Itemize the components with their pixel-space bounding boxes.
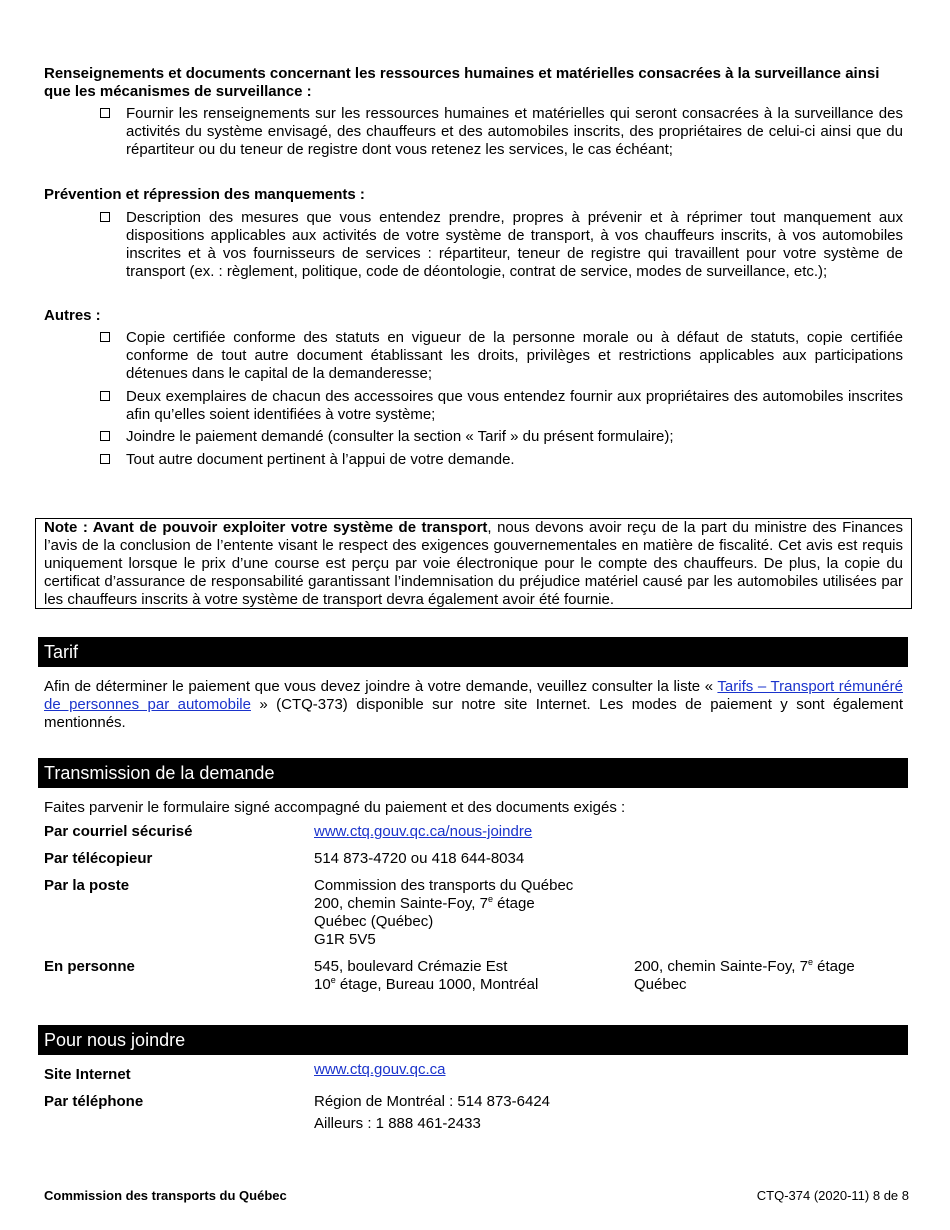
autres-heading: Autres : bbox=[44, 307, 101, 324]
footer-form-id: CTQ-374 (2020-11) 8 de 8 bbox=[756, 1188, 909, 1203]
surveillance-heading: Renseignements et documents concernant les ressources humaines et matérielles consacrées à la surveillance ainsi que les mécanismes de surveillance : bbox=[44, 65, 880, 100]
tarif-link[interactable]: Tarifs – Transport rémunéré de personnes par automobile bbox=[44, 678, 903, 713]
note-bold: Note : Avant de pouvoir exploiter votre système de transport bbox=[44, 519, 488, 536]
quebec-line-1: 200, chemin Sainte-Foy, 7e étage bbox=[634, 957, 855, 975]
checkbox-autres-4[interactable] bbox=[100, 454, 110, 464]
checkbox-autres-3[interactable] bbox=[100, 431, 110, 441]
courriel-link[interactable]: www.ctq.gouv.qc.ca/nous-joindre bbox=[314, 823, 533, 840]
footer-organization: Commission des transports du Québec bbox=[44, 1188, 287, 1203]
tel-line-1: Région de Montréal : 514 873-6424 bbox=[314, 1093, 551, 1110]
tarif-paragraph bbox=[44, 678, 903, 732]
personne-label: En personne bbox=[44, 958, 135, 975]
transmission-intro: Faites parvenir le formulaire signé accompagné du paiement et des documents exigés : bbox=[44, 799, 626, 816]
poste-line-1: Commission des transports du Québec bbox=[314, 877, 574, 894]
poste-address bbox=[314, 877, 573, 949]
tel-line-2: Ailleurs : 1 888 461-2433 bbox=[314, 1115, 481, 1132]
autres-item-2: Deux exemplaires de chacun des accessoires que vous entendez fournir aux propriétaires des automobiles inscrites afin qu’elles soient identifiées à votre système; bbox=[126, 388, 903, 423]
fax-value: 514 873-4720 ou 418 644-8034 bbox=[314, 850, 525, 867]
poste-line-4: G1R 5V5 bbox=[314, 931, 376, 948]
autres-item-3: Joindre le paiement demandé (consulter la section « Tarif » du présent formulaire); bbox=[126, 428, 674, 445]
tarif-text-after: » (CTQ-373) disponible sur notre site Internet. Les modes de paiement y sont également mentionnés. bbox=[44, 696, 903, 731]
montreal-line-1: 545, boulevard Crémazie Est bbox=[314, 958, 508, 975]
montreal-line-2: 10e étage, Bureau 1000, Montréal bbox=[314, 975, 539, 993]
tel-label: Par téléphone bbox=[44, 1093, 144, 1110]
quebec-line-2: Québec bbox=[634, 976, 687, 993]
note-text: , nous devons avoir reçu de la part du ministre des Finances l’avis de la conclusion de l’entente visant le respect des exigences gouvernementales en matière de fiscalité. Cet avis est requis uniquement lorsque le prix d’une course est perçu par voie électronique pour le compte des chauffeurs. De plus, la copie du certificat d’assurance de responsabilité garantissant l’indemnisation du préjudice matériel causé par les automobiles utilisées par les chauffeurs inscrits à votre système de transport devra également avoir été fournie. bbox=[44, 519, 904, 608]
poste-line-3: Québec (Québec) bbox=[314, 913, 434, 930]
prevention-item-1: Description des mesures que vous entendez prendre, propres à prévenir et à réprimer tout manquement aux dispositions applicables aux activités de votre système de transport, à vos chauffeurs inscrits, à vos automobiles inscrites et à vos fournisseurs de services : répartiteur, teneur de registre qui travaillent pour votre système de transport (ex. : règlement, politique, code de déontologie, contrat de service, modes de surveillance, etc.); bbox=[126, 209, 903, 280]
montreal-address bbox=[314, 958, 538, 994]
checkbox-prevention-1[interactable] bbox=[100, 212, 110, 222]
surveillance-item-1: Fournir les renseignements sur les ressources humaines et matérielles qui seront consacrées à la surveillance des activités du système envisagé, des chauffeurs et des automobiles inscrits, des propriétaires de celui-ci ainsi que du répartiteur ou du teneur de registre dont vous retenez les services, le cas échéant; bbox=[126, 105, 903, 158]
autres-item-4: Tout autre document pertinent à l’appui de votre demande. bbox=[126, 451, 515, 468]
checkbox-autres-1[interactable] bbox=[100, 332, 110, 342]
poste-line-2: 200, chemin Sainte-Foy, 7e étage bbox=[314, 894, 535, 912]
fax-label: Par télécopieur bbox=[44, 850, 153, 867]
poste-label: Par la poste bbox=[44, 877, 130, 894]
courriel-label: Par courriel sécurisé bbox=[44, 823, 193, 840]
checkbox-surveillance-1[interactable] bbox=[100, 108, 110, 118]
site-label: Site Internet bbox=[44, 1066, 131, 1083]
tarif-section-header: Tarif bbox=[38, 637, 908, 667]
note-box bbox=[35, 518, 912, 609]
quebec-address bbox=[634, 958, 855, 994]
autres-item-1: Copie certifiée conforme des statuts en vigueur de la personne morale ou à défaut de statuts, copie certifiée conforme de tout autre document établissant les droits, privilèges et restrictions applicables aux participations détenues dans le capital de la demanderesse; bbox=[126, 329, 903, 382]
prevention-heading: Prévention et répression des manquements : bbox=[44, 186, 365, 203]
contact-section-header: Pour nous joindre bbox=[38, 1025, 908, 1055]
transmission-section-header: Transmission de la demande bbox=[38, 758, 908, 788]
site-link[interactable]: www.ctq.gouv.qc.ca bbox=[314, 1061, 446, 1078]
tarif-text-before: Afin de déterminer le paiement que vous devez joindre à votre demande, veuillez consulter la liste « bbox=[44, 678, 718, 695]
checkbox-autres-2[interactable] bbox=[100, 391, 110, 401]
